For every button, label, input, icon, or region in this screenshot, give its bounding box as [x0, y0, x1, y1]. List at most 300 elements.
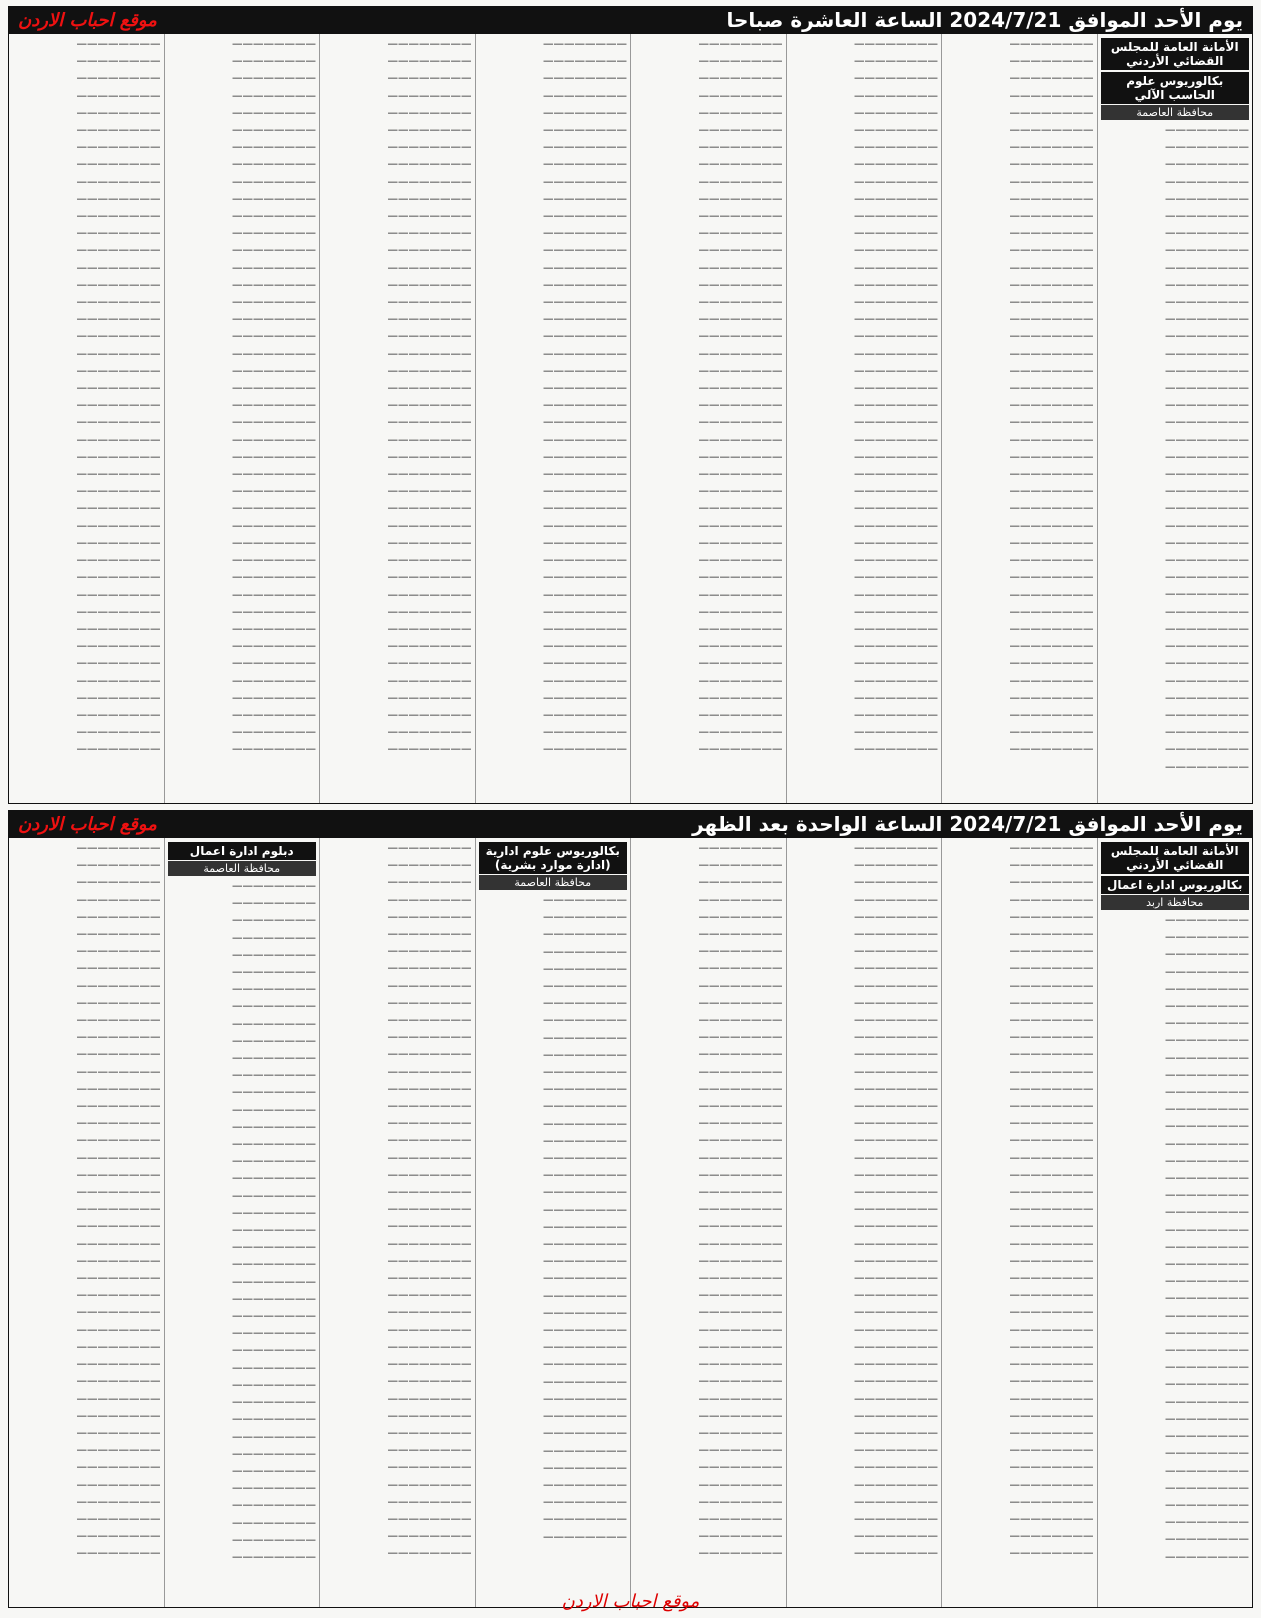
- candidate-name: ————————: [854, 554, 938, 567]
- candidate-name: ————————: [387, 1495, 472, 1508]
- candidate-name: ————————: [1009, 1495, 1094, 1508]
- candidate-name: ————————: [854, 313, 938, 326]
- candidate-name: ————————: [1009, 859, 1094, 872]
- candidate-name: ————————: [387, 1340, 472, 1353]
- candidate-name: ————————: [698, 691, 783, 704]
- candidate-name: ————————: [854, 726, 938, 739]
- candidate-name: ————————: [854, 175, 938, 188]
- candidate-name: ————————: [543, 1427, 627, 1440]
- candidate-name: ————————: [387, 1547, 472, 1560]
- candidate-name: ————————: [698, 1203, 783, 1216]
- candidate-name: ————————: [543, 1530, 627, 1543]
- candidate-name: ————————: [1009, 1512, 1094, 1525]
- candidate-name: ————————: [1009, 996, 1094, 1009]
- candidate-name: ————————: [698, 1530, 783, 1543]
- candidate-name: ————————: [543, 141, 627, 154]
- candidate-name: ————————: [1165, 657, 1249, 670]
- candidate-name: ————————: [854, 106, 938, 119]
- candidate-name: ————————: [76, 55, 161, 68]
- candidate-name: ————————: [543, 485, 627, 498]
- candidate-name: ————————: [543, 502, 627, 515]
- candidate-name: ————————: [76, 1426, 161, 1439]
- candidate-name: ————————: [387, 1220, 472, 1233]
- candidate-name: ————————: [1009, 1014, 1094, 1027]
- candidate-name: ————————: [1165, 399, 1249, 412]
- candidate-name: ————————: [76, 175, 161, 188]
- candidate-name: ————————: [387, 89, 472, 102]
- candidate-name: ————————: [1165, 1172, 1249, 1185]
- candidate-name: ————————: [387, 893, 472, 906]
- candidate-name: ————————: [387, 399, 472, 412]
- candidate-name: ————————: [232, 364, 316, 377]
- candidate-name: ————————: [1009, 364, 1094, 377]
- candidate-name: ————————: [854, 1031, 938, 1044]
- candidate-name: ————————: [1009, 1358, 1094, 1371]
- candidate-name: ————————: [76, 1237, 161, 1250]
- candidate-name: ————————: [76, 364, 161, 377]
- candidate-name: ————————: [1009, 141, 1094, 154]
- candidate-name: ————————: [1009, 1409, 1094, 1422]
- candidate-name: ————————: [1165, 519, 1249, 532]
- candidate-name: ————————: [76, 1512, 161, 1525]
- candidate-name: ————————: [232, 141, 316, 154]
- name-column: [475, 34, 631, 803]
- candidate-name: ————————: [232, 743, 316, 756]
- candidate-name: ————————: [387, 450, 472, 463]
- candidate-name: ————————: [1009, 1461, 1094, 1474]
- candidate-name: ————————: [76, 227, 161, 240]
- candidate-name: ————————: [1009, 622, 1094, 635]
- candidate-name: ————————: [1165, 1292, 1249, 1305]
- candidate-name: ————————: [232, 313, 316, 326]
- candidate-name: ————————: [232, 554, 316, 567]
- candidate-name: ————————: [232, 1138, 316, 1151]
- candidate-name: ————————: [1165, 1034, 1249, 1047]
- candidate-name: ————————: [698, 571, 783, 584]
- candidate-name: ————————: [387, 416, 472, 429]
- candidate-name: ————————: [698, 1306, 783, 1319]
- candidate-name: ————————: [543, 1083, 627, 1096]
- candidate-name: ————————: [854, 893, 938, 906]
- candidate-name: ————————: [387, 38, 472, 50]
- section-governorate: محافظة العاصمة: [168, 861, 317, 876]
- candidate-name: ————————: [1009, 1289, 1094, 1302]
- candidate-name: ————————: [232, 622, 316, 635]
- candidate-name: ————————: [1009, 1444, 1094, 1457]
- candidate-name: ————————: [232, 38, 316, 50]
- candidate-name: ————————: [698, 1358, 783, 1371]
- candidate-name: ————————: [76, 519, 161, 532]
- candidate-name: ————————: [232, 1430, 316, 1443]
- candidate-name: ————————: [1165, 554, 1249, 567]
- candidate-name: ————————: [76, 261, 161, 274]
- candidate-name: ————————: [387, 1254, 472, 1267]
- candidate-name: ————————: [232, 278, 316, 291]
- candidate-name: ————————: [76, 210, 161, 223]
- candidate-name: ————————: [698, 1272, 783, 1285]
- candidate-name: ————————: [854, 1478, 938, 1491]
- candidate-name: ————————: [543, 1324, 627, 1337]
- candidate-name: ————————: [854, 1272, 938, 1285]
- session-columns: [8, 838, 1253, 1608]
- candidate-name: ————————: [1009, 296, 1094, 309]
- candidate-name: ————————: [1165, 640, 1249, 653]
- candidate-name: ————————: [1165, 1086, 1249, 1099]
- candidate-name: ————————: [698, 192, 783, 205]
- candidate-name: ————————: [76, 1392, 161, 1405]
- candidate-name: ————————: [232, 966, 316, 979]
- candidate-name: ————————: [854, 468, 938, 481]
- candidate-name: ————————: [1009, 192, 1094, 205]
- candidate-name: ————————: [543, 72, 627, 85]
- candidate-name: ————————: [543, 1392, 627, 1405]
- candidate-name: ————————: [854, 72, 938, 85]
- section-title: الأمانة العامة للمجلس القضائي الأردني: [1101, 842, 1250, 874]
- candidate-name: ————————: [698, 1117, 783, 1130]
- candidate-name: ————————: [854, 708, 938, 721]
- candidate-name: ————————: [1009, 1478, 1094, 1491]
- candidate-name: ————————: [232, 244, 316, 257]
- candidate-name: ————————: [1165, 382, 1249, 395]
- candidate-name: ————————: [1165, 192, 1249, 205]
- candidate-name: ————————: [543, 657, 627, 670]
- candidate-name: ————————: [232, 210, 316, 223]
- candidate-name: ————————: [698, 876, 783, 889]
- candidate-name: ————————: [387, 536, 472, 549]
- candidate-name: ————————: [76, 1375, 161, 1388]
- candidate-name: ————————: [232, 450, 316, 463]
- candidate-name: ————————: [1009, 928, 1094, 941]
- candidate-name: ————————: [543, 1410, 627, 1423]
- candidate-name: ————————: [387, 640, 472, 653]
- candidate-name: ————————: [1165, 450, 1249, 463]
- candidate-name: ————————: [232, 880, 316, 892]
- candidate-name: ————————: [854, 1048, 938, 1061]
- candidate-name: ————————: [232, 382, 316, 395]
- candidate-name: ————————: [232, 485, 316, 498]
- candidate-name: ————————: [698, 1323, 783, 1336]
- candidate-name: ————————: [1165, 536, 1249, 549]
- candidate-name: ————————: [543, 691, 627, 704]
- candidate-name: ————————: [543, 330, 627, 343]
- candidate-name: ————————: [1009, 468, 1094, 481]
- candidate-name: ————————: [854, 158, 938, 171]
- candidate-name: ————————: [698, 1461, 783, 1474]
- candidate-name: ————————: [698, 1031, 783, 1044]
- candidate-name: ————————: [1165, 948, 1249, 961]
- candidate-name: ————————: [1009, 910, 1094, 923]
- candidate-name: ————————: [543, 554, 627, 567]
- candidate-name: ————————: [1165, 261, 1249, 274]
- candidate-name: ————————: [543, 1152, 627, 1165]
- candidate-name: ————————: [854, 657, 938, 670]
- name-column: [9, 34, 164, 803]
- candidate-name: ————————: [698, 485, 783, 498]
- candidate-name: ————————: [698, 72, 783, 85]
- candidate-name: ————————: [76, 536, 161, 549]
- candidate-name: ————————: [232, 1069, 316, 1082]
- candidate-name: ————————: [387, 876, 472, 889]
- candidate-name: ————————: [698, 1186, 783, 1199]
- candidate-name: ————————: [543, 382, 627, 395]
- candidate-name: ————————: [698, 1254, 783, 1267]
- candidate-name: ————————: [698, 227, 783, 240]
- candidate-name: ————————: [232, 726, 316, 739]
- candidate-name: ————————: [698, 1082, 783, 1095]
- candidate-name: ————————: [232, 536, 316, 549]
- candidate-name: ————————: [543, 1134, 627, 1147]
- candidate-name: ————————: [543, 1289, 627, 1302]
- candidate-name: ————————: [1165, 914, 1249, 926]
- candidate-name: ————————: [543, 1375, 627, 1388]
- candidate-name: ————————: [1009, 399, 1094, 412]
- candidate-name: ————————: [232, 106, 316, 119]
- candidate-name: ————————: [76, 1151, 161, 1164]
- candidate-name: ————————: [543, 536, 627, 549]
- candidate-name: ————————: [854, 1014, 938, 1027]
- candidate-name: ————————: [698, 1392, 783, 1405]
- candidate-name: ————————: [387, 382, 472, 395]
- candidate-name: ————————: [76, 726, 161, 739]
- candidate-name: ————————: [387, 1065, 472, 1078]
- candidate-name: ————————: [232, 1292, 316, 1305]
- candidate-name: ————————: [698, 708, 783, 721]
- candidate-name: ————————: [698, 743, 783, 756]
- candidate-name: ————————: [1165, 622, 1249, 635]
- candidate-name: ————————: [854, 1220, 938, 1233]
- candidate-name: ————————: [854, 945, 938, 958]
- candidate-name: ————————: [76, 928, 161, 941]
- candidate-name: ————————: [1009, 72, 1094, 85]
- candidate-name: ————————: [76, 158, 161, 171]
- candidate-name: ————————: [232, 1327, 316, 1340]
- candidate-name: ————————: [543, 519, 627, 532]
- candidate-name: ————————: [698, 1444, 783, 1457]
- candidate-name: ————————: [1009, 227, 1094, 240]
- name-column: [164, 34, 320, 803]
- candidate-name: ————————: [1165, 1137, 1249, 1150]
- candidate-name: ————————: [543, 1306, 627, 1319]
- candidate-name: ————————: [232, 1499, 316, 1512]
- candidate-name: ————————: [387, 502, 472, 515]
- candidate-name: ————————: [1165, 1154, 1249, 1167]
- candidate-name: ————————: [387, 691, 472, 704]
- candidate-name: ————————: [232, 1310, 316, 1323]
- candidate-name: ————————: [698, 433, 783, 446]
- candidate-name: ————————: [387, 622, 472, 635]
- candidate-name: ————————: [232, 347, 316, 360]
- candidate-name: ————————: [387, 1375, 472, 1388]
- candidate-name: ————————: [387, 1151, 472, 1164]
- candidate-name: ————————: [543, 1066, 627, 1079]
- candidate-name: ————————: [698, 1547, 783, 1560]
- candidate-name: ————————: [232, 1361, 316, 1374]
- candidate-name: ————————: [1009, 1151, 1094, 1164]
- candidate-name: ————————: [1165, 743, 1249, 756]
- candidate-name: ————————: [76, 1100, 161, 1113]
- candidate-name: ————————: [232, 296, 316, 309]
- candidate-name: ————————: [1165, 468, 1249, 481]
- candidate-name: ————————: [543, 640, 627, 653]
- candidate-name: ————————: [232, 1482, 316, 1495]
- candidate-name: ————————: [854, 996, 938, 1009]
- candidate-name: ————————: [1009, 979, 1094, 992]
- candidate-name: ————————: [698, 996, 783, 1009]
- candidate-name: ————————: [543, 55, 627, 68]
- candidate-name: ————————: [543, 399, 627, 412]
- candidate-name: ————————: [698, 842, 783, 854]
- candidate-name: ————————: [1009, 330, 1094, 343]
- candidate-name: ————————: [387, 1358, 472, 1371]
- candidate-name: ————————: [387, 996, 472, 1009]
- candidate-name: ————————: [543, 588, 627, 601]
- candidate-name: ————————: [543, 980, 627, 993]
- candidate-name: ————————: [76, 313, 161, 326]
- candidate-name: ————————: [1165, 1189, 1249, 1202]
- candidate-name: ————————: [387, 330, 472, 343]
- candidate-name: ————————: [1165, 1000, 1249, 1013]
- candidate-name: ————————: [1009, 278, 1094, 291]
- candidate-name: ————————: [1165, 1361, 1249, 1374]
- candidate-name: ————————: [387, 928, 472, 941]
- candidate-name: ————————: [232, 1533, 316, 1546]
- candidate-name: ————————: [76, 979, 161, 992]
- candidate-name: ————————: [76, 743, 161, 756]
- section-title: دبلوم ادارة اعمال: [168, 842, 317, 860]
- candidate-name: ————————: [854, 1340, 938, 1353]
- candidate-name: ————————: [1009, 876, 1094, 889]
- candidate-name: ————————: [854, 622, 938, 635]
- candidate-name: ————————: [1165, 982, 1249, 995]
- candidate-name: ————————: [698, 175, 783, 188]
- candidate-name: ————————: [698, 945, 783, 958]
- candidate-name: ————————: [232, 192, 316, 205]
- candidate-name: ————————: [1165, 347, 1249, 360]
- candidate-name: ————————: [76, 962, 161, 975]
- candidate-name: ————————: [543, 347, 627, 360]
- candidate-name: ————————: [698, 416, 783, 429]
- candidate-name: ————————: [76, 296, 161, 309]
- candidate-name: ————————: [1165, 571, 1249, 584]
- candidate-name: ————————: [854, 227, 938, 240]
- candidate-name: ————————: [76, 1220, 161, 1233]
- candidate-name: ————————: [1165, 1120, 1249, 1133]
- candidate-name: ————————: [76, 1014, 161, 1027]
- candidate-name: ————————: [543, 1255, 627, 1268]
- candidate-name: ————————: [232, 72, 316, 85]
- candidate-name: ————————: [76, 192, 161, 205]
- candidate-name: ————————: [76, 859, 161, 872]
- candidate-name: ————————: [76, 1065, 161, 1078]
- candidate-name: ————————: [387, 588, 472, 601]
- candidate-name: ————————: [698, 536, 783, 549]
- candidate-name: ————————: [1165, 1378, 1249, 1391]
- candidate-name: ————————: [387, 141, 472, 154]
- candidate-name: ————————: [854, 962, 938, 975]
- site-name: موقع احباب الاردن: [18, 813, 157, 835]
- candidate-name: ————————: [1009, 89, 1094, 102]
- name-column: [630, 838, 786, 1607]
- candidate-name: ————————: [543, 313, 627, 326]
- candidate-name: ————————: [232, 640, 316, 653]
- candidate-name: ————————: [543, 1478, 627, 1491]
- candidate-name: ————————: [1009, 1082, 1094, 1095]
- candidate-name: ————————: [1165, 588, 1249, 601]
- candidate-name: ————————: [76, 1186, 161, 1199]
- session-title: يوم الأحد الموافق 2024/7/21 الساعة الواحدة بعد الظهر: [692, 812, 1243, 836]
- candidate-name: ————————: [76, 1289, 161, 1302]
- candidate-name: ————————: [1009, 1048, 1094, 1061]
- candidate-name: ————————: [1165, 141, 1249, 154]
- candidate-name: ————————: [1165, 1068, 1249, 1081]
- candidate-name: ————————: [232, 519, 316, 532]
- candidate-name: ————————: [854, 842, 938, 854]
- section-title: بكالوريوس علوم الحاسب الآلي: [1101, 72, 1250, 104]
- candidate-name: ————————: [854, 89, 938, 102]
- name-column: [630, 34, 786, 803]
- candidate-name: ————————: [854, 674, 938, 687]
- candidate-name: ————————: [232, 1206, 316, 1219]
- candidate-name: ————————: [698, 468, 783, 481]
- candidate-name: ————————: [1165, 1550, 1249, 1563]
- candidate-name: ————————: [76, 1168, 161, 1181]
- candidate-name: ————————: [698, 554, 783, 567]
- candidate-name: ————————: [387, 192, 472, 205]
- candidate-name: ————————: [1165, 1275, 1249, 1288]
- candidate-name: ————————: [543, 89, 627, 102]
- candidate-name: ————————: [76, 89, 161, 102]
- candidate-name: ————————: [387, 945, 472, 958]
- candidate-name: ————————: [1009, 433, 1094, 446]
- candidate-name: ————————: [1009, 502, 1094, 515]
- candidate-name: ————————: [1009, 124, 1094, 137]
- candidate-name: ————————: [543, 1272, 627, 1285]
- candidate-name: ————————: [543, 997, 627, 1010]
- name-column: [319, 34, 475, 803]
- candidate-name: ————————: [543, 1220, 627, 1233]
- candidate-name: ————————: [854, 1444, 938, 1457]
- candidate-name: ————————: [698, 278, 783, 291]
- candidate-name: ————————: [1009, 1237, 1094, 1250]
- candidate-name: ————————: [543, 622, 627, 635]
- candidate-name: ————————: [76, 72, 161, 85]
- candidate-name: ————————: [76, 1530, 161, 1543]
- candidate-name: ————————: [232, 1000, 316, 1013]
- candidate-name: ————————: [543, 296, 627, 309]
- candidate-name: ————————: [854, 433, 938, 446]
- candidate-name: ————————: [698, 605, 783, 618]
- candidate-name: ————————: [854, 1358, 938, 1371]
- candidate-name: ————————: [1009, 554, 1094, 567]
- candidate-name: ————————: [76, 416, 161, 429]
- candidate-name: ————————: [387, 1530, 472, 1543]
- candidate-name: ————————: [387, 519, 472, 532]
- candidate-name: ————————: [1009, 1134, 1094, 1147]
- name-column: [319, 838, 475, 1607]
- candidate-name: ————————: [1165, 416, 1249, 429]
- candidate-name: ————————: [543, 192, 627, 205]
- candidate-name: ————————: [543, 364, 627, 377]
- candidate-name: ————————: [232, 89, 316, 102]
- candidate-name: ————————: [1165, 364, 1249, 377]
- candidate-name: ————————: [543, 1014, 627, 1027]
- candidate-name: ————————: [232, 1086, 316, 1099]
- candidate-name: ————————: [76, 1031, 161, 1044]
- candidate-name: ————————: [1009, 726, 1094, 739]
- candidate-name: ————————: [1009, 657, 1094, 670]
- candidate-name: ————————: [387, 433, 472, 446]
- candidate-name: ————————: [543, 261, 627, 274]
